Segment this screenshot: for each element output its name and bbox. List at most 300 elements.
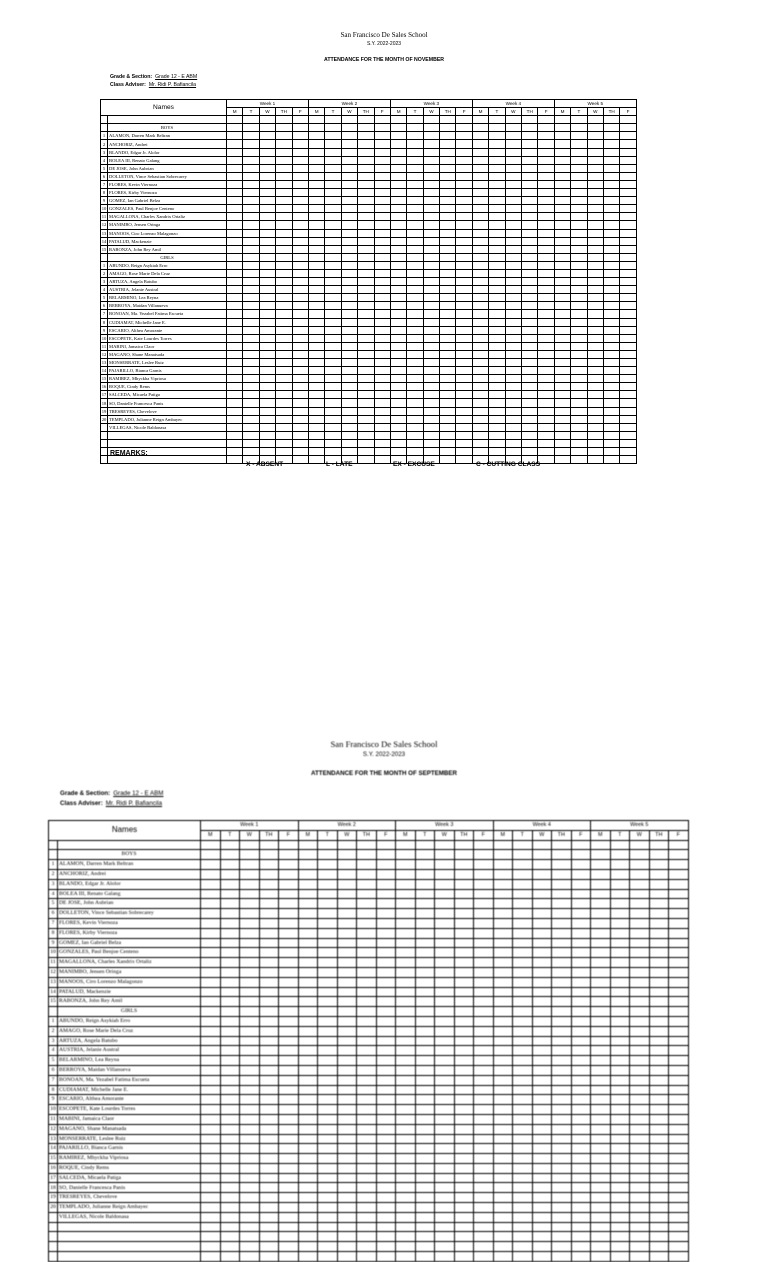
attendance-cell[interactable]	[407, 132, 423, 140]
attendance-cell[interactable]	[341, 448, 357, 456]
attendance-cell[interactable]	[435, 1222, 455, 1232]
attendance-cell[interactable]	[325, 253, 341, 261]
attendance-cell[interactable]	[357, 1114, 377, 1124]
attendance-cell[interactable]	[227, 367, 243, 375]
attendance-cell[interactable]	[292, 261, 308, 269]
attendance-cell[interactable]	[669, 1046, 689, 1056]
attendance-cell[interactable]	[620, 189, 636, 197]
attendance-cell[interactable]	[374, 334, 390, 342]
attendance-cell[interactable]	[587, 229, 603, 237]
attendance-cell[interactable]	[358, 261, 374, 269]
attendance-cell[interactable]	[620, 375, 636, 383]
attendance-cell[interactable]	[292, 148, 308, 156]
attendance-cell[interactable]	[276, 197, 292, 205]
attendance-cell[interactable]	[276, 132, 292, 140]
attendance-cell[interactable]	[669, 1036, 689, 1046]
attendance-cell[interactable]	[423, 132, 439, 140]
attendance-cell[interactable]	[630, 860, 650, 870]
attendance-cell[interactable]	[337, 1183, 357, 1193]
attendance-cell[interactable]	[259, 391, 275, 399]
attendance-cell[interactable]	[587, 124, 603, 132]
attendance-cell[interactable]	[276, 302, 292, 310]
attendance-cell[interactable]	[538, 140, 554, 148]
attendance-cell[interactable]	[396, 860, 416, 870]
attendance-cell[interactable]	[374, 294, 390, 302]
attendance-cell[interactable]	[407, 407, 423, 415]
attendance-cell[interactable]	[571, 1095, 591, 1105]
attendance-cell[interactable]	[243, 342, 259, 350]
attendance-cell[interactable]	[357, 879, 377, 889]
attendance-cell[interactable]	[603, 213, 619, 221]
attendance-cell[interactable]	[357, 987, 377, 997]
attendance-cell[interactable]	[472, 367, 488, 375]
attendance-cell[interactable]	[374, 326, 390, 334]
attendance-cell[interactable]	[415, 1075, 435, 1085]
attendance-cell[interactable]	[587, 156, 603, 164]
attendance-cell[interactable]	[571, 1212, 591, 1222]
attendance-cell[interactable]	[276, 116, 292, 124]
attendance-cell[interactable]	[240, 1095, 260, 1105]
attendance-cell[interactable]	[456, 164, 472, 172]
attendance-cell[interactable]	[649, 938, 669, 948]
attendance-cell[interactable]	[220, 938, 240, 948]
attendance-cell[interactable]	[259, 860, 279, 870]
attendance-cell[interactable]	[325, 189, 341, 197]
attendance-cell[interactable]	[276, 294, 292, 302]
attendance-cell[interactable]	[318, 1114, 338, 1124]
attendance-cell[interactable]	[630, 879, 650, 889]
attendance-cell[interactable]	[337, 948, 357, 958]
attendance-cell[interactable]	[259, 1075, 279, 1085]
attendance-cell[interactable]	[357, 1026, 377, 1036]
attendance-cell[interactable]	[440, 415, 456, 423]
attendance-cell[interactable]	[554, 286, 570, 294]
attendance-cell[interactable]	[554, 334, 570, 342]
attendance-cell[interactable]	[357, 899, 377, 909]
attendance-cell[interactable]	[493, 928, 513, 938]
attendance-cell[interactable]	[571, 1203, 591, 1213]
attendance-cell[interactable]	[669, 1242, 689, 1252]
attendance-cell[interactable]	[201, 1173, 221, 1183]
attendance-cell[interactable]	[649, 987, 669, 997]
attendance-cell[interactable]	[407, 237, 423, 245]
attendance-cell[interactable]	[630, 977, 650, 987]
attendance-cell[interactable]	[358, 213, 374, 221]
attendance-cell[interactable]	[571, 342, 587, 350]
attendance-cell[interactable]	[318, 869, 338, 879]
attendance-cell[interactable]	[472, 221, 488, 229]
attendance-cell[interactable]	[220, 850, 240, 860]
attendance-cell[interactable]	[243, 286, 259, 294]
attendance-cell[interactable]	[538, 245, 554, 253]
attendance-cell[interactable]	[513, 987, 533, 997]
attendance-cell[interactable]	[472, 197, 488, 205]
attendance-cell[interactable]	[292, 164, 308, 172]
attendance-cell[interactable]	[489, 213, 505, 221]
attendance-cell[interactable]	[415, 850, 435, 860]
attendance-cell[interactable]	[407, 189, 423, 197]
attendance-cell[interactable]	[610, 1252, 630, 1262]
attendance-cell[interactable]	[571, 205, 587, 213]
attendance-cell[interactable]	[337, 1085, 357, 1095]
attendance-cell[interactable]	[318, 1065, 338, 1075]
attendance-cell[interactable]	[454, 879, 474, 889]
attendance-cell[interactable]	[630, 1075, 650, 1085]
attendance-cell[interactable]	[201, 1193, 221, 1203]
attendance-cell[interactable]	[571, 294, 587, 302]
attendance-cell[interactable]	[669, 1163, 689, 1173]
attendance-cell[interactable]	[407, 294, 423, 302]
attendance-cell[interactable]	[220, 840, 240, 850]
attendance-cell[interactable]	[358, 367, 374, 375]
attendance-cell[interactable]	[415, 869, 435, 879]
attendance-cell[interactable]	[423, 172, 439, 180]
attendance-cell[interactable]	[374, 318, 390, 326]
attendance-cell[interactable]	[620, 391, 636, 399]
attendance-cell[interactable]	[552, 1163, 572, 1173]
attendance-cell[interactable]	[649, 869, 669, 879]
attendance-cell[interactable]	[472, 423, 488, 431]
attendance-cell[interactable]	[610, 1105, 630, 1115]
attendance-cell[interactable]	[227, 423, 243, 431]
attendance-cell[interactable]	[259, 1026, 279, 1036]
attendance-cell[interactable]	[423, 229, 439, 237]
attendance-cell[interactable]	[227, 197, 243, 205]
attendance-cell[interactable]	[259, 326, 275, 334]
attendance-cell[interactable]	[603, 221, 619, 229]
attendance-cell[interactable]	[308, 148, 324, 156]
attendance-cell[interactable]	[603, 124, 619, 132]
attendance-cell[interactable]	[396, 1075, 416, 1085]
attendance-cell[interactable]	[259, 156, 275, 164]
attendance-cell[interactable]	[435, 1016, 455, 1026]
attendance-cell[interactable]	[532, 1124, 552, 1134]
attendance-cell[interactable]	[620, 399, 636, 407]
attendance-cell[interactable]	[337, 1095, 357, 1105]
attendance-cell[interactable]	[259, 407, 275, 415]
attendance-cell[interactable]	[603, 350, 619, 358]
attendance-cell[interactable]	[423, 189, 439, 197]
attendance-cell[interactable]	[435, 1212, 455, 1222]
attendance-cell[interactable]	[220, 1075, 240, 1085]
attendance-cell[interactable]	[489, 431, 505, 439]
attendance-cell[interactable]	[630, 1026, 650, 1036]
attendance-cell[interactable]	[571, 448, 587, 456]
attendance-cell[interactable]	[620, 407, 636, 415]
attendance-cell[interactable]	[415, 977, 435, 987]
attendance-cell[interactable]	[298, 977, 318, 987]
attendance-cell[interactable]	[522, 310, 538, 318]
attendance-cell[interactable]	[649, 850, 669, 860]
attendance-cell[interactable]	[571, 958, 591, 968]
attendance-cell[interactable]	[358, 237, 374, 245]
attendance-cell[interactable]	[357, 869, 377, 879]
attendance-cell[interactable]	[610, 1183, 630, 1193]
attendance-cell[interactable]	[538, 334, 554, 342]
attendance-cell[interactable]	[493, 1232, 513, 1242]
attendance-cell[interactable]	[276, 334, 292, 342]
attendance-cell[interactable]	[357, 850, 377, 860]
attendance-cell[interactable]	[454, 1046, 474, 1056]
attendance-cell[interactable]	[513, 1065, 533, 1075]
attendance-cell[interactable]	[571, 967, 591, 977]
attendance-cell[interactable]	[374, 197, 390, 205]
attendance-cell[interactable]	[318, 1134, 338, 1144]
attendance-cell[interactable]	[513, 958, 533, 968]
attendance-cell[interactable]	[325, 269, 341, 277]
attendance-cell[interactable]	[571, 1163, 591, 1173]
attendance-cell[interactable]	[456, 302, 472, 310]
attendance-cell[interactable]	[259, 850, 279, 860]
attendance-cell[interactable]	[396, 1114, 416, 1124]
attendance-cell[interactable]	[279, 1173, 299, 1183]
attendance-cell[interactable]	[259, 148, 275, 156]
attendance-cell[interactable]	[610, 997, 630, 1007]
attendance-cell[interactable]	[505, 237, 521, 245]
attendance-cell[interactable]	[454, 1075, 474, 1085]
attendance-cell[interactable]	[513, 1007, 533, 1017]
attendance-cell[interactable]	[532, 997, 552, 1007]
attendance-cell[interactable]	[669, 1252, 689, 1262]
attendance-cell[interactable]	[201, 899, 221, 909]
attendance-cell[interactable]	[571, 1016, 591, 1026]
attendance-cell[interactable]	[298, 1173, 318, 1183]
attendance-cell[interactable]	[243, 334, 259, 342]
attendance-cell[interactable]	[376, 1154, 396, 1164]
attendance-cell[interactable]	[357, 1183, 377, 1193]
attendance-cell[interactable]	[474, 1154, 494, 1164]
attendance-cell[interactable]	[220, 1222, 240, 1232]
attendance-cell[interactable]	[292, 278, 308, 286]
attendance-cell[interactable]	[240, 1252, 260, 1262]
attendance-cell[interactable]	[571, 237, 587, 245]
attendance-cell[interactable]	[220, 1252, 240, 1262]
attendance-cell[interactable]	[454, 948, 474, 958]
attendance-cell[interactable]	[603, 116, 619, 124]
attendance-cell[interactable]	[474, 1134, 494, 1144]
attendance-cell[interactable]	[308, 140, 324, 148]
attendance-cell[interactable]	[649, 918, 669, 928]
attendance-cell[interactable]	[472, 391, 488, 399]
attendance-cell[interactable]	[489, 156, 505, 164]
attendance-cell[interactable]	[396, 1252, 416, 1262]
attendance-cell[interactable]	[435, 1105, 455, 1115]
attendance-cell[interactable]	[415, 1193, 435, 1203]
attendance-cell[interactable]	[276, 164, 292, 172]
attendance-cell[interactable]	[472, 294, 488, 302]
attendance-cell[interactable]	[591, 1222, 611, 1232]
attendance-cell[interactable]	[513, 1212, 533, 1222]
attendance-cell[interactable]	[259, 1144, 279, 1154]
attendance-cell[interactable]	[532, 948, 552, 958]
attendance-cell[interactable]	[532, 879, 552, 889]
attendance-cell[interactable]	[341, 197, 357, 205]
attendance-cell[interactable]	[292, 375, 308, 383]
attendance-cell[interactable]	[505, 116, 521, 124]
attendance-cell[interactable]	[456, 456, 472, 464]
attendance-cell[interactable]	[474, 1065, 494, 1075]
attendance-cell[interactable]	[415, 1065, 435, 1075]
attendance-cell[interactable]	[456, 180, 472, 188]
attendance-cell[interactable]	[201, 1154, 221, 1164]
attendance-cell[interactable]	[630, 1183, 650, 1193]
attendance-cell[interactable]	[554, 278, 570, 286]
attendance-cell[interactable]	[337, 1065, 357, 1075]
attendance-cell[interactable]	[276, 253, 292, 261]
attendance-cell[interactable]	[630, 909, 650, 919]
attendance-cell[interactable]	[415, 1056, 435, 1066]
attendance-cell[interactable]	[376, 869, 396, 879]
attendance-cell[interactable]	[603, 431, 619, 439]
attendance-cell[interactable]	[227, 407, 243, 415]
attendance-cell[interactable]	[456, 359, 472, 367]
attendance-cell[interactable]	[669, 869, 689, 879]
attendance-cell[interactable]	[649, 958, 669, 968]
attendance-cell[interactable]	[243, 261, 259, 269]
attendance-cell[interactable]	[308, 156, 324, 164]
attendance-cell[interactable]	[474, 967, 494, 977]
attendance-cell[interactable]	[390, 399, 406, 407]
attendance-cell[interactable]	[341, 132, 357, 140]
attendance-cell[interactable]	[325, 180, 341, 188]
attendance-cell[interactable]	[376, 1242, 396, 1252]
attendance-cell[interactable]	[259, 439, 275, 447]
attendance-cell[interactable]	[472, 261, 488, 269]
attendance-cell[interactable]	[522, 269, 538, 277]
attendance-cell[interactable]	[415, 928, 435, 938]
attendance-cell[interactable]	[390, 334, 406, 342]
attendance-cell[interactable]	[279, 1036, 299, 1046]
attendance-cell[interactable]	[552, 1065, 572, 1075]
attendance-cell[interactable]	[279, 889, 299, 899]
attendance-cell[interactable]	[240, 1134, 260, 1144]
attendance-cell[interactable]	[337, 1173, 357, 1183]
attendance-cell[interactable]	[603, 245, 619, 253]
attendance-cell[interactable]	[396, 1046, 416, 1056]
attendance-cell[interactable]	[440, 180, 456, 188]
attendance-cell[interactable]	[456, 391, 472, 399]
attendance-cell[interactable]	[603, 172, 619, 180]
attendance-cell[interactable]	[276, 156, 292, 164]
attendance-cell[interactable]	[376, 928, 396, 938]
attendance-cell[interactable]	[538, 164, 554, 172]
attendance-cell[interactable]	[220, 899, 240, 909]
attendance-cell[interactable]	[571, 359, 587, 367]
attendance-cell[interactable]	[554, 148, 570, 156]
attendance-cell[interactable]	[243, 423, 259, 431]
attendance-cell[interactable]	[357, 1095, 377, 1105]
attendance-cell[interactable]	[493, 1124, 513, 1134]
attendance-cell[interactable]	[571, 213, 587, 221]
attendance-cell[interactable]	[454, 1105, 474, 1115]
attendance-cell[interactable]	[532, 1193, 552, 1203]
attendance-cell[interactable]	[571, 1183, 591, 1193]
attendance-cell[interactable]	[259, 318, 275, 326]
attendance-cell[interactable]	[390, 439, 406, 447]
attendance-cell[interactable]	[554, 423, 570, 431]
attendance-cell[interactable]	[390, 132, 406, 140]
attendance-cell[interactable]	[415, 967, 435, 977]
attendance-cell[interactable]	[538, 172, 554, 180]
attendance-cell[interactable]	[259, 375, 275, 383]
attendance-cell[interactable]	[220, 958, 240, 968]
attendance-cell[interactable]	[591, 869, 611, 879]
attendance-cell[interactable]	[620, 439, 636, 447]
attendance-cell[interactable]	[505, 342, 521, 350]
attendance-cell[interactable]	[292, 391, 308, 399]
attendance-cell[interactable]	[513, 1154, 533, 1164]
attendance-cell[interactable]	[554, 367, 570, 375]
attendance-cell[interactable]	[454, 869, 474, 879]
attendance-cell[interactable]	[407, 439, 423, 447]
attendance-cell[interactable]	[552, 899, 572, 909]
attendance-cell[interactable]	[259, 1056, 279, 1066]
attendance-cell[interactable]	[454, 1016, 474, 1026]
attendance-cell[interactable]	[308, 391, 324, 399]
attendance-cell[interactable]	[538, 261, 554, 269]
attendance-cell[interactable]	[435, 958, 455, 968]
attendance-cell[interactable]	[505, 205, 521, 213]
attendance-cell[interactable]	[376, 889, 396, 899]
attendance-cell[interactable]	[472, 310, 488, 318]
attendance-cell[interactable]	[620, 383, 636, 391]
attendance-cell[interactable]	[201, 1124, 221, 1134]
attendance-cell[interactable]	[325, 245, 341, 253]
attendance-cell[interactable]	[415, 1134, 435, 1144]
attendance-cell[interactable]	[325, 359, 341, 367]
attendance-cell[interactable]	[357, 1252, 377, 1262]
attendance-cell[interactable]	[357, 1173, 377, 1183]
attendance-cell[interactable]	[505, 334, 521, 342]
attendance-cell[interactable]	[318, 1105, 338, 1115]
attendance-cell[interactable]	[513, 1242, 533, 1252]
attendance-cell[interactable]	[456, 116, 472, 124]
attendance-cell[interactable]	[259, 1134, 279, 1144]
attendance-cell[interactable]	[554, 391, 570, 399]
attendance-cell[interactable]	[396, 1065, 416, 1075]
attendance-cell[interactable]	[513, 1173, 533, 1183]
attendance-cell[interactable]	[396, 1193, 416, 1203]
attendance-cell[interactable]	[220, 1036, 240, 1046]
attendance-cell[interactable]	[522, 286, 538, 294]
attendance-cell[interactable]	[474, 987, 494, 997]
attendance-cell[interactable]	[603, 189, 619, 197]
attendance-cell[interactable]	[308, 132, 324, 140]
attendance-cell[interactable]	[554, 180, 570, 188]
attendance-cell[interactable]	[522, 253, 538, 261]
attendance-cell[interactable]	[620, 302, 636, 310]
attendance-cell[interactable]	[396, 1016, 416, 1026]
attendance-cell[interactable]	[358, 245, 374, 253]
attendance-cell[interactable]	[325, 431, 341, 439]
attendance-cell[interactable]	[259, 1203, 279, 1213]
attendance-cell[interactable]	[669, 1026, 689, 1036]
attendance-cell[interactable]	[407, 197, 423, 205]
attendance-cell[interactable]	[669, 860, 689, 870]
attendance-cell[interactable]	[538, 439, 554, 447]
attendance-cell[interactable]	[292, 448, 308, 456]
attendance-cell[interactable]	[472, 172, 488, 180]
attendance-cell[interactable]	[341, 124, 357, 132]
attendance-cell[interactable]	[341, 342, 357, 350]
attendance-cell[interactable]	[407, 399, 423, 407]
attendance-cell[interactable]	[318, 1232, 338, 1242]
attendance-cell[interactable]	[571, 1056, 591, 1066]
attendance-cell[interactable]	[201, 967, 221, 977]
attendance-cell[interactable]	[423, 310, 439, 318]
attendance-cell[interactable]	[374, 383, 390, 391]
attendance-cell[interactable]	[538, 148, 554, 156]
